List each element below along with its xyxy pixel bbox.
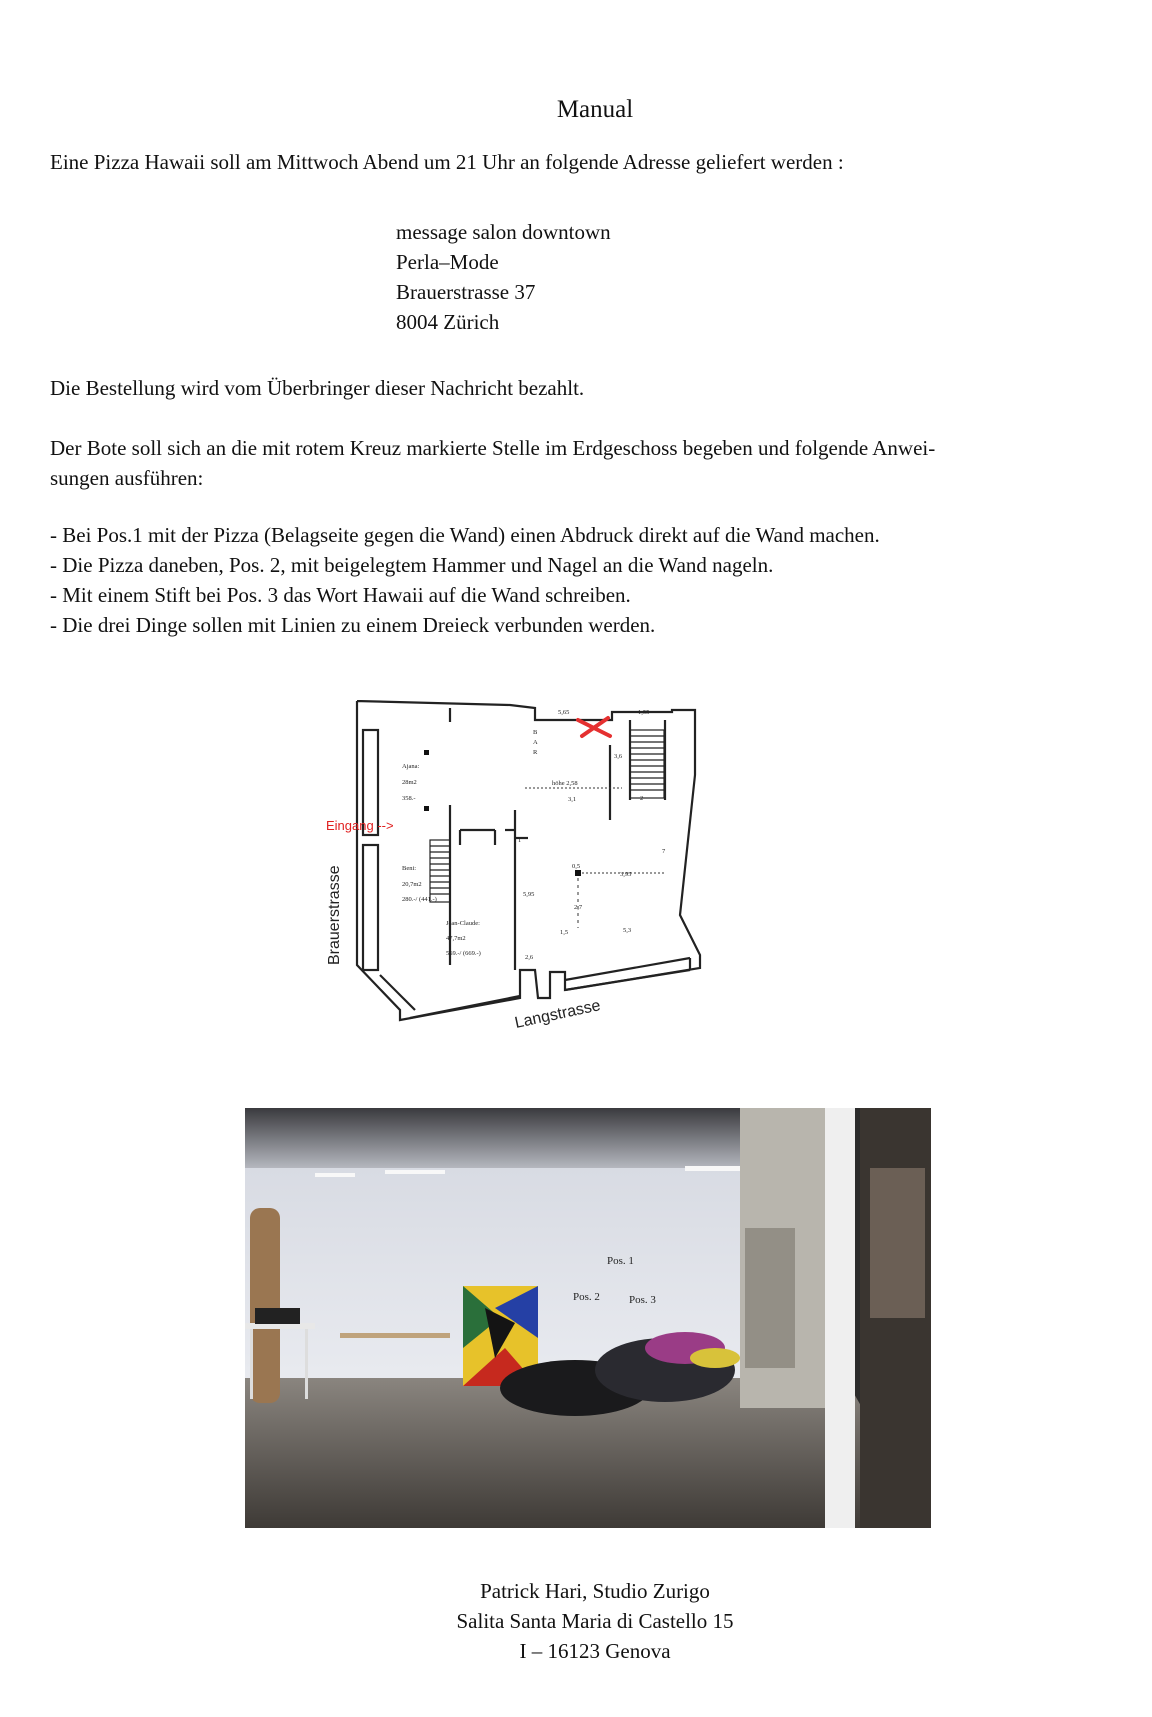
dim-label: 1 bbox=[518, 837, 522, 844]
dim-label: 5,95 bbox=[523, 891, 535, 898]
footer-line: Patrick Hari, Studio Zurigo bbox=[480, 1579, 710, 1603]
room-name: Ajana: bbox=[402, 763, 420, 770]
footer-address bbox=[0, 1576, 1152, 1666]
intro-paragraph: Eine Pizza Hawaii soll am Mittwoch Abend um 21 Uhr an folgende Adresse geliefert werden : bbox=[50, 150, 844, 174]
entrance-label: Eingang --> bbox=[326, 818, 394, 833]
address-line: 8004 Zürich bbox=[396, 310, 500, 334]
room-photo bbox=[245, 1108, 931, 1528]
dim-label: 3,6 bbox=[614, 753, 623, 760]
pos-1-label: Pos. 1 bbox=[607, 1255, 634, 1267]
room-name: Beni: bbox=[402, 865, 417, 872]
room-price: 358.- bbox=[402, 795, 416, 802]
instruction-item: - Bei Pos.1 mit der Pizza (Belagseite gegen die Wand) einen Abdruck direkt auf die Wand machen. bbox=[50, 523, 880, 547]
dim-label: höhe 2,58 bbox=[552, 780, 578, 787]
room-price: 569.-/ (669.-) bbox=[446, 950, 481, 957]
pos-2-label: Pos. 2 bbox=[573, 1291, 600, 1303]
footer-line: Salita Santa Maria di Castello 15 bbox=[456, 1609, 734, 1633]
messenger-paragraph bbox=[50, 433, 935, 493]
dim-label: 1,5 bbox=[560, 929, 569, 936]
dim-label: 3,95 bbox=[620, 871, 632, 878]
dim-label: 1,55 bbox=[638, 709, 650, 716]
instruction-list bbox=[50, 520, 880, 640]
room-area: 47,7m2 bbox=[446, 935, 466, 942]
dim-label: 5,65 bbox=[558, 709, 570, 716]
bar-letter: A bbox=[533, 739, 538, 746]
bar-letter: R bbox=[533, 749, 538, 756]
dim-label: 2,7 bbox=[574, 904, 583, 911]
instruction-item: - Mit einem Stift bei Pos. 3 das Wort Hawaii auf die Wand schreiben. bbox=[50, 583, 631, 607]
messenger-line: sungen ausführen: bbox=[50, 466, 204, 490]
room-area: 20,7m2 bbox=[402, 881, 422, 888]
document-title: Manual bbox=[556, 96, 634, 123]
dim-label: 7 bbox=[662, 848, 666, 855]
room-name: Jean-Claude: bbox=[446, 920, 480, 927]
delivery-address bbox=[396, 217, 611, 337]
dim-label: 2 bbox=[640, 795, 644, 802]
stairs-left bbox=[430, 840, 450, 902]
address-line: Brauerstrasse 37 bbox=[396, 280, 536, 304]
dim-label: 2,6 bbox=[525, 954, 534, 961]
bar-letter: B bbox=[533, 729, 538, 736]
pos-3-label: Pos. 3 bbox=[629, 1294, 656, 1306]
instruction-item: - Die Pizza daneben, Pos. 2, mit beigelegtem Hammer und Nagel an die Wand nageln. bbox=[50, 553, 774, 577]
plan-walls bbox=[357, 701, 700, 1020]
messenger-line: Der Bote soll sich an die mit rotem Kreuz markierte Stelle im Erdgeschoss begeben und folgende Anwei- bbox=[50, 436, 936, 460]
room-price: 280.-/ (441.-) bbox=[402, 896, 437, 903]
address-line: message salon downtown bbox=[396, 220, 611, 244]
dim-label: 5,3 bbox=[623, 927, 632, 934]
address-line: Perla–Mode bbox=[396, 250, 499, 274]
room-area: 28m2 bbox=[402, 779, 417, 786]
street-brauerstrasse: Brauerstrasse bbox=[326, 865, 343, 965]
column bbox=[575, 870, 581, 876]
dim-label: 3,1 bbox=[568, 796, 577, 803]
footer-line: I – 16123 Genova bbox=[519, 1639, 671, 1663]
street-langstrasse: Langstrasse bbox=[513, 997, 603, 1032]
floor-plan bbox=[320, 700, 740, 1070]
stairs-right bbox=[630, 730, 664, 798]
column bbox=[424, 750, 429, 755]
payment-paragraph: Die Bestellung wird vom Überbringer dieser Nachricht bezahlt. bbox=[50, 376, 585, 400]
instruction-item: - Die drei Dinge sollen mit Linien zu einem Dreieck verbunden werden. bbox=[50, 613, 656, 637]
dim-label: 0,5 bbox=[572, 863, 581, 870]
column bbox=[424, 806, 429, 811]
